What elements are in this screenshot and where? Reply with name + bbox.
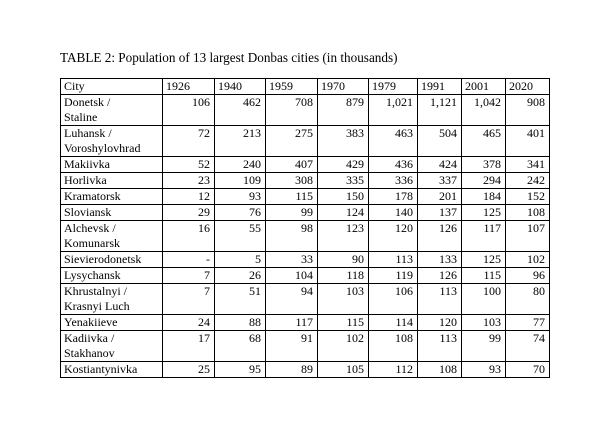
population-value-cell: 126 — [418, 221, 462, 252]
population-value-cell: 908 — [506, 95, 550, 126]
population-value-cell: 1,042 — [462, 95, 506, 126]
population-value-cell: 100 — [462, 284, 506, 315]
population-value-cell: 113 — [369, 252, 418, 268]
population-value-cell: 96 — [506, 268, 550, 284]
city-name-line: Horlivka — [64, 173, 107, 187]
population-value-cell: 7 — [163, 284, 215, 315]
population-value-cell: 5 — [215, 252, 266, 268]
population-value-cell: 401 — [506, 126, 550, 157]
population-value-cell: 74 — [506, 331, 550, 362]
table-row — [61, 284, 550, 315]
population-value-cell: 140 — [369, 205, 418, 221]
population-value-cell: 99 — [462, 331, 506, 362]
population-value-cell: 275 — [266, 126, 318, 157]
city-cell — [61, 331, 163, 362]
column-header-year: 1940 — [215, 79, 266, 95]
population-value-cell: 383 — [318, 126, 369, 157]
table-row — [61, 189, 550, 205]
population-value-cell: 150 — [318, 189, 369, 205]
population-value-cell: 114 — [369, 315, 418, 331]
population-value-cell: 113 — [418, 284, 462, 315]
population-value-cell: 77 — [506, 315, 550, 331]
population-value-cell: 337 — [418, 173, 462, 189]
city-name-line: Kadiivka / — [64, 331, 115, 345]
column-header-year: 2020 — [506, 79, 550, 95]
population-table — [60, 78, 550, 378]
population-value-cell: 125 — [462, 252, 506, 268]
city-cell — [61, 284, 163, 315]
population-value-cell: 336 — [369, 173, 418, 189]
population-value-cell: 52 — [163, 157, 215, 173]
population-value-cell: 124 — [318, 205, 369, 221]
city-cell — [61, 157, 163, 173]
population-value-cell: 123 — [318, 221, 369, 252]
column-header-year: 2001 — [462, 79, 506, 95]
population-value-cell: 7 — [163, 268, 215, 284]
population-value-cell: 429 — [318, 157, 369, 173]
table-row — [61, 95, 550, 126]
population-value-cell: 137 — [418, 205, 462, 221]
population-value-cell: 115 — [462, 268, 506, 284]
population-value-cell: 407 — [266, 157, 318, 173]
population-value-cell: 120 — [418, 315, 462, 331]
city-name-line: Luhansk / — [64, 126, 112, 140]
population-value-cell: 55 — [215, 221, 266, 252]
population-value-cell: 1,121 — [418, 95, 462, 126]
city-name-line: Krasnyi Luch — [64, 299, 130, 313]
population-value-cell: 93 — [462, 362, 506, 378]
population-value-cell: 504 — [418, 126, 462, 157]
city-name-line: Yenakiieve — [64, 315, 118, 329]
population-value-cell: 51 — [215, 284, 266, 315]
table-row — [61, 205, 550, 221]
population-value-cell: 117 — [266, 315, 318, 331]
population-value-cell: 103 — [462, 315, 506, 331]
population-value-cell: 90 — [318, 252, 369, 268]
column-header-year: 1970 — [318, 79, 369, 95]
population-value-cell: 88 — [215, 315, 266, 331]
population-value-cell: 133 — [418, 252, 462, 268]
city-cell — [61, 252, 163, 268]
population-value-cell: 106 — [369, 284, 418, 315]
population-value-cell: 113 — [418, 331, 462, 362]
population-value-cell: 126 — [418, 268, 462, 284]
population-value-cell: - — [163, 252, 215, 268]
population-value-cell: 29 — [163, 205, 215, 221]
column-header-year: 1959 — [266, 79, 318, 95]
population-value-cell: 104 — [266, 268, 318, 284]
table-row — [61, 268, 550, 284]
city-cell — [61, 173, 163, 189]
population-value-cell: 463 — [369, 126, 418, 157]
population-value-cell: 112 — [369, 362, 418, 378]
population-value-cell: 12 — [163, 189, 215, 205]
city-cell — [61, 362, 163, 378]
population-value-cell: 115 — [266, 189, 318, 205]
city-cell — [61, 189, 163, 205]
table-caption: TABLE 2: Population of 13 largest Donbas cities (in thousands) — [60, 50, 398, 65]
population-value-cell: 341 — [506, 157, 550, 173]
table-row — [61, 126, 550, 157]
population-value-cell: 26 — [215, 268, 266, 284]
population-value-cell: 17 — [163, 331, 215, 362]
population-value-cell: 240 — [215, 157, 266, 173]
population-value-cell: 23 — [163, 173, 215, 189]
population-value-cell: 115 — [318, 315, 369, 331]
city-name-line: Lysychansk — [64, 268, 121, 282]
population-value-cell: 103 — [318, 284, 369, 315]
population-value-cell: 465 — [462, 126, 506, 157]
population-value-cell: 102 — [506, 252, 550, 268]
population-value-cell: 294 — [462, 173, 506, 189]
city-name-line: Kramatorsk — [64, 189, 121, 203]
population-value-cell: 184 — [462, 189, 506, 205]
population-value-cell: 91 — [266, 331, 318, 362]
population-value-cell: 335 — [318, 173, 369, 189]
city-cell — [61, 221, 163, 252]
population-value-cell: 72 — [163, 126, 215, 157]
column-header-year: 1991 — [418, 79, 462, 95]
population-value-cell: 105 — [318, 362, 369, 378]
table-row — [61, 173, 550, 189]
population-value-cell: 708 — [266, 95, 318, 126]
population-value-cell: 25 — [163, 362, 215, 378]
population-value-cell: 117 — [462, 221, 506, 252]
column-header-year: 1979 — [369, 79, 418, 95]
column-header-city: City — [61, 79, 163, 95]
population-value-cell: 436 — [369, 157, 418, 173]
population-value-cell: 70 — [506, 362, 550, 378]
city-name-line: Donetsk / — [64, 95, 111, 109]
population-value-cell: 109 — [215, 173, 266, 189]
city-name-line: Alchevsk / — [64, 221, 116, 235]
population-value-cell: 99 — [266, 205, 318, 221]
table-row — [61, 252, 550, 268]
population-value-cell: 424 — [418, 157, 462, 173]
city-cell — [61, 315, 163, 331]
population-value-cell: 201 — [418, 189, 462, 205]
population-value-cell: 33 — [266, 252, 318, 268]
table-row — [61, 362, 550, 378]
table-row — [61, 315, 550, 331]
population-value-cell: 152 — [506, 189, 550, 205]
table-row — [61, 221, 550, 252]
population-value-cell: 108 — [418, 362, 462, 378]
population-value-cell: 68 — [215, 331, 266, 362]
header-row — [61, 79, 550, 95]
city-cell — [61, 126, 163, 157]
city-name-line: Stakhanov — [64, 346, 115, 360]
population-value-cell: 308 — [266, 173, 318, 189]
population-value-cell: 1,021 — [369, 95, 418, 126]
population-value-cell: 107 — [506, 221, 550, 252]
city-name-line: Makiivka — [64, 157, 110, 171]
population-value-cell: 118 — [318, 268, 369, 284]
population-value-cell: 80 — [506, 284, 550, 315]
city-name-line: Voroshylovhrad — [64, 141, 141, 155]
population-value-cell: 16 — [163, 221, 215, 252]
population-value-cell: 108 — [369, 331, 418, 362]
population-value-cell: 89 — [266, 362, 318, 378]
population-value-cell: 108 — [506, 205, 550, 221]
population-value-cell: 125 — [462, 205, 506, 221]
population-value-cell: 93 — [215, 189, 266, 205]
city-name-line: Staline — [64, 110, 98, 124]
population-value-cell: 242 — [506, 173, 550, 189]
table-row — [61, 157, 550, 173]
population-value-cell: 213 — [215, 126, 266, 157]
population-value-cell: 98 — [266, 221, 318, 252]
population-value-cell: 378 — [462, 157, 506, 173]
population-value-cell: 879 — [318, 95, 369, 126]
population-value-cell: 24 — [163, 315, 215, 331]
population-value-cell: 462 — [215, 95, 266, 126]
population-value-cell: 120 — [369, 221, 418, 252]
city-name-line: Komunarsk — [64, 236, 120, 250]
population-value-cell: 95 — [215, 362, 266, 378]
table-row — [61, 331, 550, 362]
city-cell — [61, 268, 163, 284]
population-value-cell: 178 — [369, 189, 418, 205]
city-name-line: Kostiantynivka — [64, 362, 138, 376]
city-cell — [61, 95, 163, 126]
population-value-cell: 119 — [369, 268, 418, 284]
city-name-line: Sloviansk — [64, 205, 112, 219]
table-body — [61, 95, 550, 378]
population-value-cell: 94 — [266, 284, 318, 315]
city-cell — [61, 205, 163, 221]
city-name-line: Khrustalnyi / — [64, 284, 127, 298]
population-value-cell: 102 — [318, 331, 369, 362]
city-name-line: Sievierodonetsk — [64, 252, 142, 266]
column-header-year: 1926 — [163, 79, 215, 95]
population-value-cell: 106 — [163, 95, 215, 126]
population-value-cell: 76 — [215, 205, 266, 221]
